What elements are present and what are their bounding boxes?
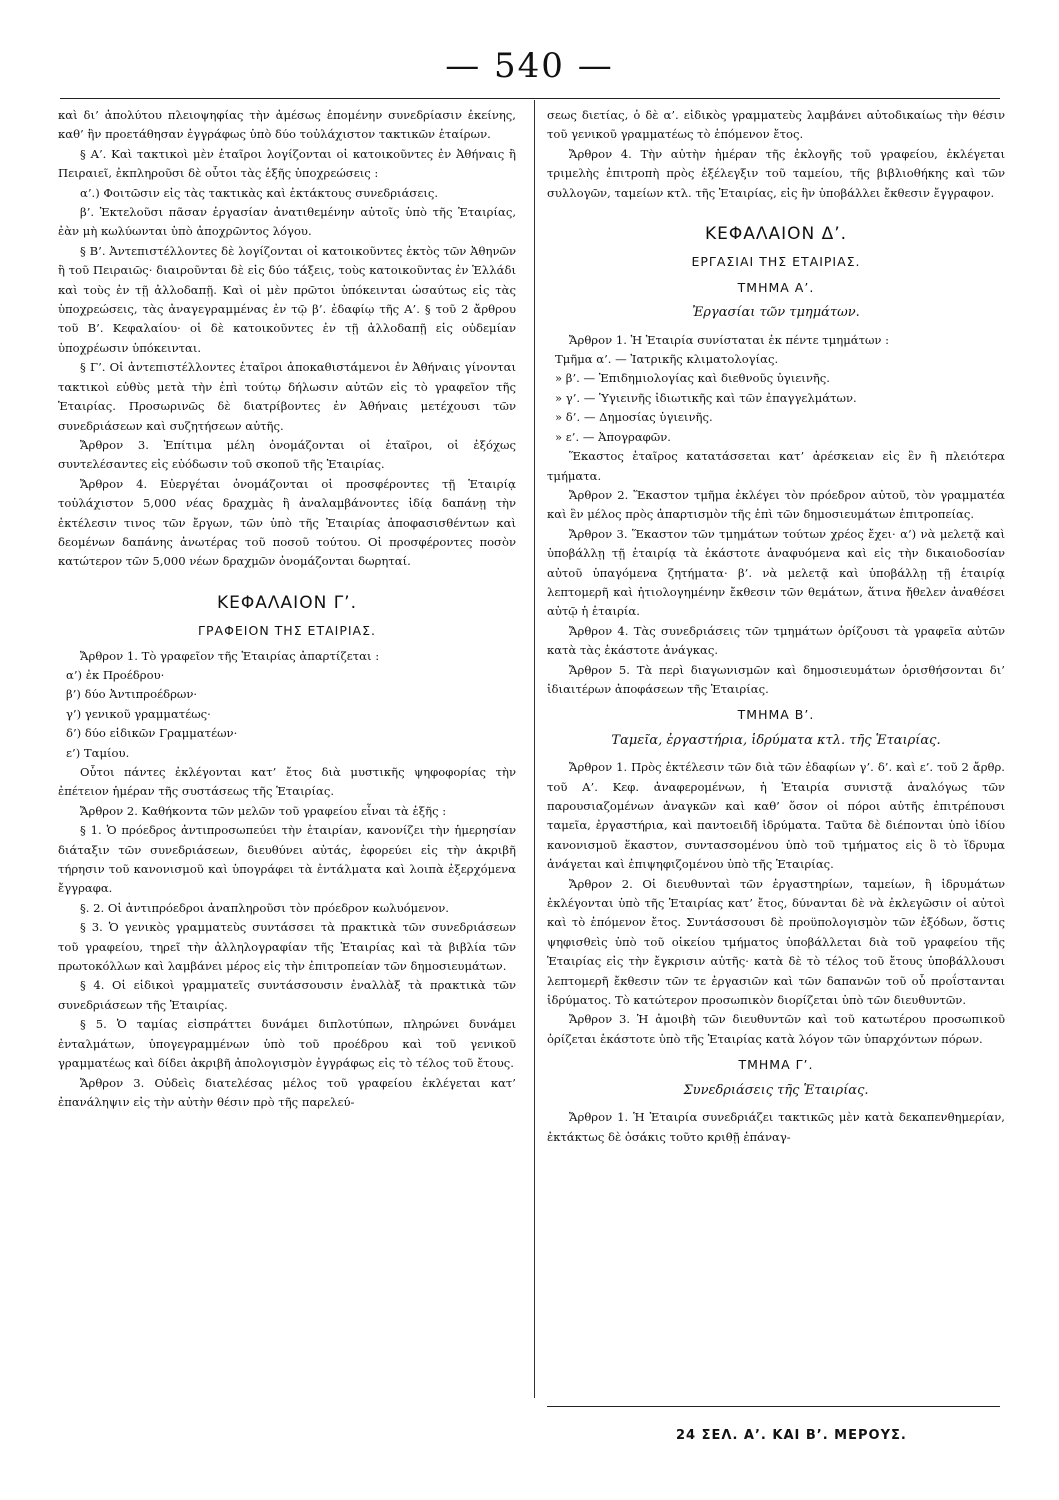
list-item: » β’. — Ἐπιδημιολογίας καὶ διεθνοῦς ὑγιεινῆς. — [555, 371, 830, 386]
paragraph: Ἄρθρον 1. Ἡ Ἑταιρία συνεδριάζει τακτικῶς μὲν κατὰ δεκαπενθημερίαν, ἐκτάκτως δὲ ὁσάκις τοῦτο κριθῇ ἐπάναγ- — [547, 1110, 1005, 1144]
list-item: β’) δύο Ἀντιπροέδρων· — [66, 687, 198, 702]
paragraph: § Γ’. Οἱ ἀντεπιστέλλοντες ἑταῖροι ἀποκαθιστάμενοι ἐν Ἀθήναις γίνονται τακτικοὶ εὐθὺς μετὰ τὴν ἐπὶ τούτῳ δήλωσιν αὐτῶν εἰς τὸ γραφεῖον τῆς Ἑταιρίας. Προσωρινῶς δὲ διατρίβοντες ἐν Ἀθήναις μετέχουσι τῶν συνεδριάσεων καὶ συζητήσεων αὐτῆς. — [58, 360, 516, 433]
paragraph: Ἄρθρον 4. Εὐεργέται ὀνομάζονται οἱ προσφέροντες τῇ Ἑταιρίᾳ τοὐλάχιστον 5,000 νέας δραχμὰς ἢ ἀναλαμβάνοντες ἰδίᾳ δαπάνῃ τὴν ἐκτέλεσιν τινος τῶν ἔργων, τῶν ὑπὸ τῆς Ἑταιρίας ἀποφασισθέντων καὶ δεομένων δαπάνης ἀνωτέρας τοῦ ποσοῦ τούτου. Οἱ προσφέροντες ποσὸν κατώτερον τῶν 5,000 νέων δραχμῶν ὀνομάζονται δωρηταί. — [58, 476, 516, 569]
paragraph: β’. Ἐκτελοῦσι πᾶσαν ἐργασίαν ἀνατιθεμένην αὐτοῖς ὑπὸ τῆς Ἑταιρίας, ἐὰν μὴ κωλύωνται ὑπὸ ἀποχρῶντος λόγου. — [58, 205, 516, 239]
paragraph: Ἄρθρον 2. Καθήκοντα τῶν μελῶν τοῦ γραφείου εἶναι τὰ ἑξῆς : — [80, 803, 447, 818]
paragraph: Ἄρθρον 2. Ἕκαστον τμῆμα ἐκλέγει τὸν πρόεδρον αὐτοῦ, τὸν γραμματέα καὶ ἓν μέλος πρὸς ἀπαρτισμὸν τῆς ἐπὶ τῶν δημοσιευμάτων ἐπιτροπείας. — [547, 487, 1005, 522]
section-title: Συνεδριάσεις τῆς Ἑταιρίας. — [683, 1082, 869, 1098]
section-heading: ΤΜΗΜΑ Β’. — [737, 707, 815, 723]
paragraph: Οὗτοι πάντες ἐκλέγονται κατ’ ἔτος διὰ μυστικῆς ψηφοφορίας τὴν ἐπέτειον ἡμέραν τῆς συστάσεως τῆς Ἑταιρίας. — [58, 765, 516, 799]
chapter-subtitle: ΕΡΓΑΣΙΑΙ ΤΗΣ ΕΤΑΙΡΙΑΣ. — [691, 254, 861, 270]
paragraph: Ἄρθρον 3. Ἕκαστον τῶν τμημάτων τούτων χρέος ἔχει· α’) νὰ μελετᾷ καὶ ὑποβάλλῃ τῇ ἑταιρίᾳ τὰ ἑκάστοτε ἀναφυόμενα καὶ εἰς τὴν δικαιοδοσίαν αὐτοῦ ὑπαγόμενα ζητήματα· β’. νὰ μελετᾷ καὶ ὑποβάλλῃ τῇ ἑταιρίᾳ λεπτομερῆ καὶ ἠτιολογημένην ἔκθεσιν τῶν θεμάτων, ἅτινα ἤθελεν ἀναθέσει αὐτῷ ἡ ἑταιρία. — [547, 526, 1005, 619]
paragraph: Ἄρθρον 1. Τὸ γραφεῖον τῆς Ἑταιρίας ἀπαρτίζεται : — [80, 648, 380, 663]
chapter-title: ΚΕΦΑΛΑΙΟΝ Δ’. — [704, 224, 848, 245]
list-item: » δ’. — Δημοσίας ὑγιεινῆς. — [555, 410, 713, 425]
paragraph: α’.) Φοιτῶσιν εἰς τὰς τακτικὰς καὶ ἐκτάκτους συνεδριάσεις. — [80, 185, 439, 200]
section-heading: ΤΜΗΜΑ Α’. — [737, 279, 815, 295]
footer-signature: 24 ΣΕΛ. Α’. ΚΑΙ Β’. ΜΕΡΟΥΣ. — [676, 1428, 907, 1443]
paragraph: Ἕκαστος ἑταῖρος κατατάσσεται κατ’ ἀρέσκειαν εἰς ἓν ἢ πλειότερα τμήματα. — [547, 449, 1005, 483]
list-item: ε’) Ταμίου. — [66, 745, 130, 760]
paragraph: σεως διετίας, ὁ δὲ α’. εἰδικὸς γραμματεὺς λαμβάνει αὐτοδικαίως τὴν θέσιν τοῦ γενικοῦ γραμματέως τὸ ἑπόμενον ἔτος. — [547, 108, 1005, 142]
chapter-subtitle: ΓΡΑΦΕΙΟΝ ΤΗΣ ΕΤΑΙΡΙΑΣ. — [198, 623, 376, 639]
paragraph: Ἄρθρον 2. Οἱ διευθυνταὶ τῶν ἐργαστηρίων, ταμείων, ἢ ἱδρυμάτων ἐκλέγονται ὑπὸ τῆς Ἑταιρίας κατ’ ἔτος, δύνανται δὲ νὰ ἐκλεγῶσιν οἱ αὐτοὶ καὶ τὸ ἑπόμενον ἔτος. Συντάσσουσι δὲ προϋπολογισμὸν τῶν ἐξόδων, ὅστις ψηφισθεὶς ὑπὸ τοῦ οἰκείου τμήματος ὑποβάλλεται διὰ τοῦ γραφείου τῆς Ἑταιρίας εἰς τὴν ἔγκρισιν αὐτῆς· κατὰ δὲ τὸ τέλος τοῦ ἔτους ὑποβάλλουσι λεπτομερῆ ἔκθεσιν τῶν τε ἐργασιῶν καὶ τῶν δαπανῶν τοῦ οὗ προΐστανται ἱδρύματος. Τὸ κατώτερον προσωπικὸν διορίζεται ὑπὸ τῶν διευθυντῶν. — [547, 876, 1005, 1008]
top-rule — [60, 98, 1000, 99]
section-title: Ἐργασίαι τῶν τμημάτων. — [692, 305, 860, 321]
right-column — [547, 106, 1005, 1147]
paragraph: Ἄρθρον 1. Ἡ Ἑταιρία συνίσταται ἐκ πέντε τμημάτων : — [569, 332, 890, 347]
column-divider — [534, 100, 535, 1398]
paragraph: § 4. Οἱ εἰδικοὶ γραμματεῖς συντάσσουσιν ἐναλλὰξ τὰ πρακτικὰ τῶν συνεδριάσεων τῆς Ἑταιρίας. — [58, 978, 516, 1012]
section-heading: ΤΜΗΜΑ Γ’. — [738, 1057, 814, 1073]
bottom-rule — [547, 1406, 1000, 1407]
chapter-title: ΚΕΦΑΛΑΙΟΝ Γ’. — [217, 592, 357, 613]
left-column — [58, 106, 516, 1112]
paragraph: § Β’. Ἀντεπιστέλλοντες δὲ λογίζονται οἱ κατοικοῦντες ἐκτὸς τῶν Ἀθηνῶν ἢ τοῦ Πειραιῶς· διαιροῦνται δὲ εἰς δύο τάξεις, τοὺς κατοικοῦντας ἐν Ἑλλάδι καὶ τοὺς ἐν τῇ ἀλλοδαπῇ. Καὶ οἱ μὲν πρῶτοι ὑπόκεινται ὡσαύτως εἰς τὰς ὑποχρεώσεις, τὰς ἀναγεγραμμένας ἐν τῷ β’. ἐδαφίῳ τῆς Α’. § τοῦ 2 ἄρθρου τοῦ Β’. Κεφαλαίου· οἱ δὲ κατοικοῦντες ἐν τῇ ἀλλοδαπῇ εἰς οὐδεμίαν ὑποχρέωσιν ὑπόκεινται. — [58, 243, 516, 355]
list-item: γ’) γενικοῦ γραμματέως· — [66, 706, 211, 721]
paragraph: Ἄρθρον 4. Τὴν αὐτὴν ἡμέραν τῆς ἐκλογῆς τοῦ γραφείου, ἐκλέγεται τριμελὴς ἐπιτροπὴ πρὸς ἐξέλεγξιν τοῦ ταμείου, τῆς βιβλιοθήκης καὶ τῶν συλλογῶν, ταμείων κτλ. τῆς Ἑταιρίας, εἰς ἣν ὑποβάλλει ἔκθεσιν ἔγγραφον. — [547, 146, 1005, 200]
paragraph: καὶ δι’ ἀπολύτου πλειοψηφίας τὴν ἀμέσως ἑπομένην συνεδρίασιν ἐκείνης, καθ’ ἣν προετάθησαν ἐγγράφως ὑπὸ δύο τοὐλάχιστον τακτικῶν ἑταίρων. — [58, 108, 516, 142]
paragraph: § 1. Ὁ πρόεδρος ἀντιπροσωπεύει τὴν ἑταιρίαν, κανονίζει τὴν ἡμερησίαν διάταξιν τῶν συνεδριάσεων, διευθύνει αὐτάς, ἐφορεύει εἰς τὴν ἀκριβῆ τήρησιν τοῦ κανονισμοῦ καὶ ὑπογράφει τὰ ἐντάλματα καὶ λοιπὰ ἐξερχόμενα ἔγγραφα. — [58, 823, 516, 896]
section-title: Ταμεῖα, ἐργαστήρια, ἱδρύματα κτλ. τῆς Ἑταιρίας. — [611, 732, 941, 748]
paragraph: Ἄρθρον 1. Πρὸς ἐκτέλεσιν τῶν διὰ τῶν ἐδαφίων γ’. δ’. καὶ ε’. τοῦ 2 ἄρθρ. τοῦ Α’. Κεφ. ἀναφερομένων, ἡ Ἑταιρία συνιστᾷ ἀναλόγως τῶν παρουσιαζομένων ἀναγκῶν καὶ καθ’ ὅσον οἱ πόροι αὐτῆς ἐπιτρέπουσι ταμεῖα, ἐργαστήρια, καὶ παντοειδῆ ἱδρύματα. Ταῦτα δὲ διέπονται ὑπὸ ἰδίου κανονισμοῦ ἕκαστον, συντασσομένου ὑπὸ τοῦ τμήματος εἰς ὃ τὸ ἵδρυμα ἀνάγεται καὶ ἐπιψηφιζομένου ὑπὸ τῆς Ἑταιρίας. — [547, 760, 1005, 872]
paragraph: § 5. Ὁ ταμίας εἰσπράττει δυνάμει διπλοτύπων, πληρώνει δυνάμει ἐνταλμάτων, ὑπογεγραμμένων ὑπὸ τοῦ προέδρου καὶ τοῦ γενικοῦ γραμματέως καὶ δίδει ἀκριβῆ ἀπολογισμὸν ἐγγράφως εἰς τὸ τέλος τοῦ ἔτους. — [58, 1017, 516, 1071]
list-item: Τμῆμα α’. — Ἰατρικῆς κλιματολογίας. — [555, 352, 779, 367]
paragraph: Ἄρθρον 4. Τὰς συνεδριάσεις τῶν τμημάτων ὁρίζουσι τὰ γραφεῖα αὐτῶν κατὰ τὰς ἑκάστοτε ἀνάγκας. — [547, 623, 1005, 658]
paragraph: Ἄρθρον 3. Ἡ ἀμοιβὴ τῶν διευθυντῶν καὶ τοῦ κατωτέρου προσωπικοῦ ὁρίζεται ἑκάστοτε ὑπὸ τῆς Ἑταιρίας κατὰ λόγον τῶν ὑπαρχόντων πόρων. — [547, 1012, 1005, 1046]
paragraph: Ἄρθρον 3. Ἐπίτιμα μέλη ὀνομάζονται οἱ ἑταῖροι, οἱ ἐξόχως συντελέσαντες εἰς εὐόδωσιν τοῦ σκοποῦ τῆς Ἑταιρίας. — [58, 437, 516, 472]
list-item: » γ’. — Ὑγιεινῆς ἰδιωτικῆς καὶ τῶν ἐπαγγελμάτων. — [555, 390, 857, 405]
paragraph: Ἄρθρον 5. Τὰ περὶ διαγωνισμῶν καὶ δημοσιευμάτων ὁρισθήσονται δι’ ἰδιαιτέρων ἀποφάσεων τῆς Ἑταιρίας. — [547, 662, 1005, 696]
list-item: δ’) δύο εἰδικῶν Γραμματέων· — [66, 726, 238, 741]
paragraph: § Α’. Καὶ τακτικοὶ μὲν ἑταῖροι λογίζονται οἱ κατοικοῦντες ἐν Ἀθήναις ἢ Πειραιεῖ, ἐκπληροῦσι δὲ οὗτοι τὰς ἑξῆς ὑποχρεώσεις : — [58, 146, 516, 181]
list-item: α’) ἐκ Προέδρου· — [66, 667, 165, 682]
page-number: — 540 — — [445, 46, 614, 86]
paragraph: §. 2. Οἱ ἀντιπρόεδροι ἀναπληροῦσι τὸν πρόεδρον κωλυόμενον. — [80, 900, 449, 915]
list-item: » ε’. — Ἀπογραφῶν. — [555, 429, 671, 444]
paragraph: Ἄρθρον 3. Οὐδεὶς διατελέσας μέλος τοῦ γραφείου ἐκλέγεται κατ’ ἐπανάληψιν εἰς τὴν αὐτὴν θέσιν πρὸ τῆς παρελεύ- — [58, 1075, 516, 1109]
paragraph: § 3. Ὁ γενικὸς γραμματεὺς συντάσσει τὰ πρακτικὰ τῶν συνεδριάσεων τοῦ γραφείου, τηρεῖ τὴν ἀλληλογραφίαν τῆς Ἑταιρίας καὶ τὰ βιβλία τῶν πρωτοκόλλων καὶ λαμβάνει μέρος εἰς τὴν ἐπιτροπείαν τῶν δημοσιευμάτων. — [58, 920, 516, 974]
